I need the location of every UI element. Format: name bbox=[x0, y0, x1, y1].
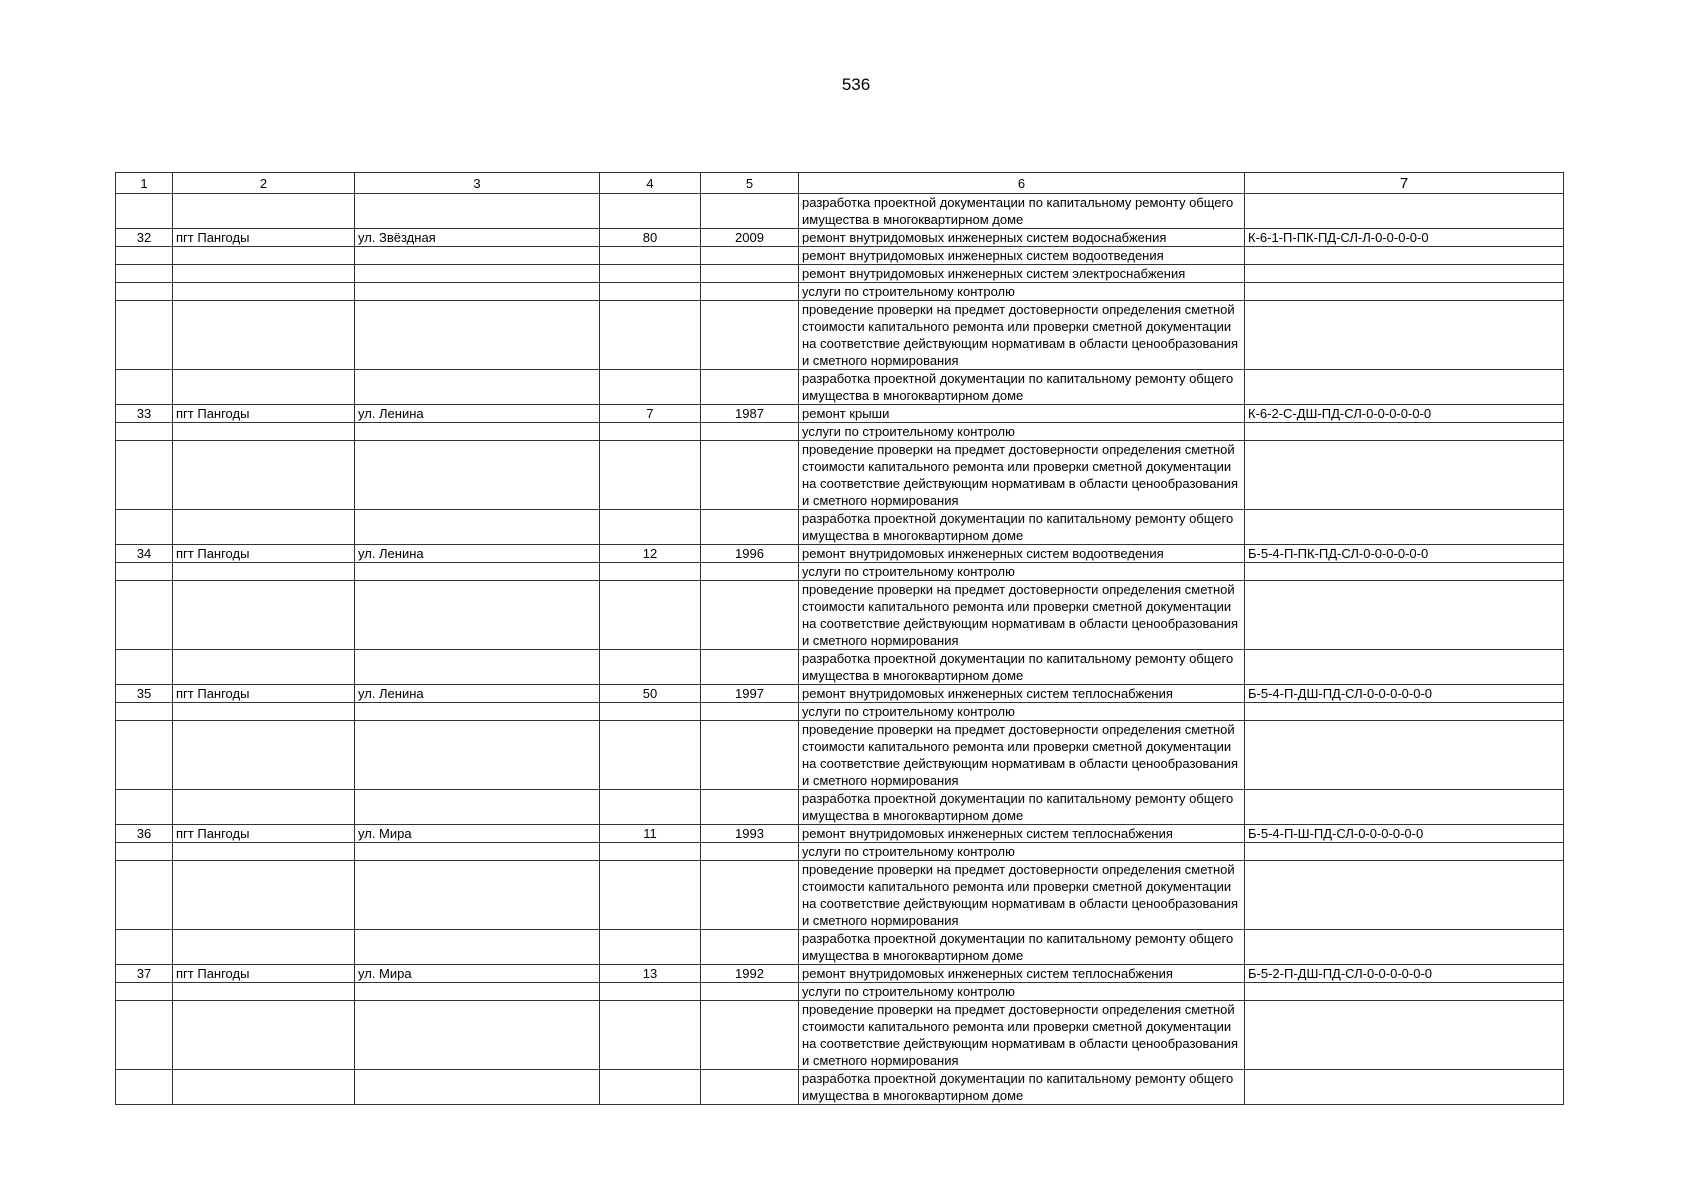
cell-house-number: 12 bbox=[600, 545, 701, 563]
cell-work-type: разработка проектной документации по капитальному ремонту общего имущества в многоквартирном доме bbox=[799, 930, 1245, 965]
cell-build-year bbox=[701, 283, 799, 301]
table-row bbox=[116, 563, 1564, 581]
cell-work-type: ремонт внутридомовых инженерных систем теплоснабжения bbox=[799, 685, 1245, 703]
cell-house-number bbox=[600, 441, 701, 510]
cell-build-year bbox=[701, 581, 799, 650]
cell-building-code bbox=[1245, 194, 1564, 229]
cell-row-number: 37 bbox=[116, 965, 173, 983]
cell-row-number bbox=[116, 283, 173, 301]
cell-work-type: проведение проверки на предмет достоверности определения сметной стоимости капитального ремонта или проверки сметной документации на соответствие действующим нормативам в области ценообразования и сметного нормирования bbox=[799, 861, 1245, 930]
cell-work-type: разработка проектной документации по капитальному ремонту общего имущества в многоквартирном доме bbox=[799, 790, 1245, 825]
cell-row-number: 36 bbox=[116, 825, 173, 843]
cell-settlement: пгт Пангоды bbox=[173, 229, 355, 247]
cell-row-number bbox=[116, 1001, 173, 1070]
cell-work-type: разработка проектной документации по капитальному ремонту общего имущества в многоквартирном доме bbox=[799, 510, 1245, 545]
cell-street bbox=[355, 650, 600, 685]
cell-settlement bbox=[173, 703, 355, 721]
table-row bbox=[116, 685, 1564, 703]
cell-street bbox=[355, 581, 600, 650]
cell-house-number bbox=[600, 247, 701, 265]
cell-build-year bbox=[701, 563, 799, 581]
cell-row-number bbox=[116, 265, 173, 283]
cell-house-number bbox=[600, 265, 701, 283]
table-row bbox=[116, 247, 1564, 265]
cell-house-number bbox=[600, 1001, 701, 1070]
table-row bbox=[116, 1001, 1564, 1070]
table-row bbox=[116, 930, 1564, 965]
table-row bbox=[116, 650, 1564, 685]
cell-settlement bbox=[173, 441, 355, 510]
cell-building-code bbox=[1245, 983, 1564, 1001]
cell-settlement bbox=[173, 861, 355, 930]
cell-house-number bbox=[600, 510, 701, 545]
table-row bbox=[116, 721, 1564, 790]
cell-work-type: проведение проверки на предмет достоверности определения сметной стоимости капитального ремонта или проверки сметной документации на соответствие действующим нормативам в области ценообразования и сметного нормирования bbox=[799, 721, 1245, 790]
cell-settlement bbox=[173, 650, 355, 685]
cell-house-number bbox=[600, 703, 701, 721]
table-row bbox=[116, 703, 1564, 721]
cell-street bbox=[355, 843, 600, 861]
column-header-2: 2 bbox=[173, 173, 355, 194]
cell-work-type: ремонт внутридомовых инженерных систем электроснабжения bbox=[799, 265, 1245, 283]
cell-house-number bbox=[600, 194, 701, 229]
cell-settlement bbox=[173, 563, 355, 581]
cell-row-number bbox=[116, 510, 173, 545]
cell-street bbox=[355, 703, 600, 721]
cell-building-code bbox=[1245, 563, 1564, 581]
cell-row-number: 35 bbox=[116, 685, 173, 703]
column-header-1: 1 bbox=[116, 173, 173, 194]
table-row bbox=[116, 441, 1564, 510]
cell-build-year: 1996 bbox=[701, 545, 799, 563]
cell-street bbox=[355, 983, 600, 1001]
cell-row-number bbox=[116, 563, 173, 581]
cell-settlement: пгт Пангоды bbox=[173, 545, 355, 563]
cell-street bbox=[355, 370, 600, 405]
cell-row-number bbox=[116, 370, 173, 405]
cell-row-number bbox=[116, 843, 173, 861]
cell-row-number bbox=[116, 861, 173, 930]
cell-building-code bbox=[1245, 581, 1564, 650]
cell-street: ул. Мира bbox=[355, 825, 600, 843]
cell-settlement bbox=[173, 423, 355, 441]
cell-work-type: услуги по строительному контролю bbox=[799, 983, 1245, 1001]
cell-building-code: Б-5-4-П-Ш-ПД-СЛ-0-0-0-0-0-0 bbox=[1245, 825, 1564, 843]
table-body bbox=[116, 194, 1564, 1105]
table-row bbox=[116, 229, 1564, 247]
cell-building-code bbox=[1245, 441, 1564, 510]
table-row bbox=[116, 790, 1564, 825]
cell-street: ул. Ленина bbox=[355, 405, 600, 423]
cell-build-year bbox=[701, 423, 799, 441]
cell-build-year bbox=[701, 650, 799, 685]
cell-settlement: пгт Пангоды bbox=[173, 965, 355, 983]
cell-street bbox=[355, 441, 600, 510]
cell-settlement bbox=[173, 930, 355, 965]
table-row bbox=[116, 510, 1564, 545]
cell-build-year bbox=[701, 441, 799, 510]
cell-building-code bbox=[1245, 843, 1564, 861]
cell-row-number bbox=[116, 441, 173, 510]
cell-building-code bbox=[1245, 283, 1564, 301]
cell-house-number: 11 bbox=[600, 825, 701, 843]
cell-work-type: разработка проектной документации по капитальному ремонту общего имущества в многоквартирном доме bbox=[799, 650, 1245, 685]
cell-row-number bbox=[116, 581, 173, 650]
column-header-3: 3 bbox=[355, 173, 600, 194]
cell-building-code bbox=[1245, 423, 1564, 441]
cell-house-number bbox=[600, 563, 701, 581]
cell-build-year bbox=[701, 721, 799, 790]
cell-row-number bbox=[116, 703, 173, 721]
cell-work-type: ремонт внутридомовых инженерных систем теплоснабжения bbox=[799, 965, 1245, 983]
cell-build-year bbox=[701, 301, 799, 370]
table-row bbox=[116, 194, 1564, 229]
cell-settlement bbox=[173, 1001, 355, 1070]
cell-work-type: услуги по строительному контролю bbox=[799, 423, 1245, 441]
cell-settlement bbox=[173, 790, 355, 825]
cell-building-code bbox=[1245, 265, 1564, 283]
cell-row-number bbox=[116, 983, 173, 1001]
cell-street bbox=[355, 510, 600, 545]
cell-house-number bbox=[600, 423, 701, 441]
cell-settlement bbox=[173, 983, 355, 1001]
cell-building-code bbox=[1245, 703, 1564, 721]
cell-work-type: услуги по строительному контролю bbox=[799, 703, 1245, 721]
cell-build-year bbox=[701, 247, 799, 265]
cell-building-code bbox=[1245, 1001, 1564, 1070]
repair-register-table bbox=[115, 172, 1564, 1105]
table-row bbox=[116, 825, 1564, 843]
cell-street bbox=[355, 247, 600, 265]
cell-settlement bbox=[173, 265, 355, 283]
cell-build-year bbox=[701, 703, 799, 721]
cell-build-year: 1997 bbox=[701, 685, 799, 703]
cell-work-type: проведение проверки на предмет достоверности определения сметной стоимости капитального ремонта или проверки сметной документации на соответствие действующим нормативам в области ценообразования и сметного нормирования bbox=[799, 581, 1245, 650]
cell-work-type: услуги по строительному контролю bbox=[799, 563, 1245, 581]
cell-settlement bbox=[173, 301, 355, 370]
cell-building-code bbox=[1245, 721, 1564, 790]
cell-build-year bbox=[701, 843, 799, 861]
cell-work-type: проведение проверки на предмет достоверности определения сметной стоимости капитального ремонта или проверки сметной документации на соответствие действующим нормативам в области ценообразования и сметного нормирования bbox=[799, 301, 1245, 370]
cell-house-number bbox=[600, 283, 701, 301]
cell-settlement bbox=[173, 1070, 355, 1105]
cell-house-number bbox=[600, 930, 701, 965]
cell-house-number: 50 bbox=[600, 685, 701, 703]
cell-row-number bbox=[116, 247, 173, 265]
cell-building-code bbox=[1245, 930, 1564, 965]
cell-work-type: ремонт внутридомовых инженерных систем водоснабжения bbox=[799, 229, 1245, 247]
cell-street bbox=[355, 301, 600, 370]
table-row bbox=[116, 965, 1564, 983]
table-row bbox=[116, 301, 1564, 370]
table-row bbox=[116, 843, 1564, 861]
cell-street bbox=[355, 283, 600, 301]
cell-house-number bbox=[600, 301, 701, 370]
cell-building-code bbox=[1245, 247, 1564, 265]
cell-building-code bbox=[1245, 510, 1564, 545]
cell-row-number bbox=[116, 721, 173, 790]
cell-settlement bbox=[173, 843, 355, 861]
cell-row-number: 32 bbox=[116, 229, 173, 247]
cell-street: ул. Ленина bbox=[355, 545, 600, 563]
cell-work-type: разработка проектной документации по капитальному ремонту общего имущества в многоквартирном доме bbox=[799, 1070, 1245, 1105]
cell-build-year: 1987 bbox=[701, 405, 799, 423]
cell-settlement bbox=[173, 283, 355, 301]
cell-street bbox=[355, 194, 600, 229]
cell-street bbox=[355, 1070, 600, 1105]
cell-street bbox=[355, 930, 600, 965]
table-row bbox=[116, 983, 1564, 1001]
table-row bbox=[116, 265, 1564, 283]
table-row bbox=[116, 545, 1564, 563]
header-row bbox=[116, 173, 1564, 194]
cell-build-year bbox=[701, 861, 799, 930]
cell-house-number bbox=[600, 581, 701, 650]
cell-build-year bbox=[701, 1001, 799, 1070]
column-header-5: 5 bbox=[701, 173, 799, 194]
cell-house-number: 13 bbox=[600, 965, 701, 983]
cell-work-type: проведение проверки на предмет достоверности определения сметной стоимости капитального ремонта или проверки сметной документации на соответствие действующим нормативам в области ценообразования и сметного нормирования bbox=[799, 441, 1245, 510]
cell-house-number bbox=[600, 370, 701, 405]
table-row bbox=[116, 283, 1564, 301]
cell-build-year bbox=[701, 1070, 799, 1105]
cell-settlement bbox=[173, 370, 355, 405]
cell-build-year bbox=[701, 265, 799, 283]
cell-house-number bbox=[600, 1070, 701, 1105]
cell-row-number bbox=[116, 1070, 173, 1105]
cell-row-number: 34 bbox=[116, 545, 173, 563]
cell-street: ул. Мира bbox=[355, 965, 600, 983]
cell-building-code: К-6-1-П-ПК-ПД-СЛ-Л-0-0-0-0-0 bbox=[1245, 229, 1564, 247]
column-header-4: 4 bbox=[600, 173, 701, 194]
cell-build-year bbox=[701, 194, 799, 229]
cell-street bbox=[355, 790, 600, 825]
table-row bbox=[116, 581, 1564, 650]
cell-build-year bbox=[701, 983, 799, 1001]
cell-work-type: проведение проверки на предмет достоверности определения сметной стоимости капитального ремонта или проверки сметной документации на соответствие действующим нормативам в области ценообразования и сметного нормирования bbox=[799, 1001, 1245, 1070]
cell-build-year bbox=[701, 930, 799, 965]
page-number: 536 bbox=[841, 75, 871, 94]
cell-build-year bbox=[701, 790, 799, 825]
cell-work-type: ремонт внутридомовых инженерных систем водоотведения bbox=[799, 247, 1245, 265]
cell-street bbox=[355, 861, 600, 930]
cell-work-type: разработка проектной документации по капитальному ремонту общего имущества в многоквартирном доме bbox=[799, 194, 1245, 229]
cell-street bbox=[355, 423, 600, 441]
cell-house-number bbox=[600, 983, 701, 1001]
cell-house-number bbox=[600, 790, 701, 825]
cell-building-code: Б-5-4-П-ДШ-ПД-СЛ-0-0-0-0-0-0 bbox=[1245, 685, 1564, 703]
cell-house-number bbox=[600, 861, 701, 930]
table-row bbox=[116, 405, 1564, 423]
cell-work-type: разработка проектной документации по капитальному ремонту общего имущества в многоквартирном доме bbox=[799, 370, 1245, 405]
column-header-7: 7 bbox=[1245, 173, 1564, 194]
cell-building-code bbox=[1245, 861, 1564, 930]
cell-building-code bbox=[1245, 650, 1564, 685]
cell-build-year bbox=[701, 370, 799, 405]
cell-building-code: К-6-2-С-ДШ-ПД-СЛ-0-0-0-0-0-0 bbox=[1245, 405, 1564, 423]
cell-settlement bbox=[173, 247, 355, 265]
cell-house-number bbox=[600, 650, 701, 685]
cell-street bbox=[355, 721, 600, 790]
cell-house-number: 80 bbox=[600, 229, 701, 247]
cell-build-year bbox=[701, 510, 799, 545]
cell-building-code bbox=[1245, 370, 1564, 405]
cell-building-code bbox=[1245, 1070, 1564, 1105]
cell-settlement bbox=[173, 721, 355, 790]
cell-building-code bbox=[1245, 790, 1564, 825]
cell-row-number: 33 bbox=[116, 405, 173, 423]
column-header-6: 6 bbox=[799, 173, 1245, 194]
cell-build-year: 1993 bbox=[701, 825, 799, 843]
table-row bbox=[116, 423, 1564, 441]
cell-settlement: пгт Пангоды bbox=[173, 825, 355, 843]
cell-row-number bbox=[116, 301, 173, 370]
table-row bbox=[116, 1070, 1564, 1105]
cell-street: ул. Ленина bbox=[355, 685, 600, 703]
cell-street bbox=[355, 563, 600, 581]
cell-house-number bbox=[600, 843, 701, 861]
cell-row-number bbox=[116, 194, 173, 229]
cell-row-number bbox=[116, 790, 173, 825]
cell-street: ул. Звёздная bbox=[355, 229, 600, 247]
cell-house-number: 7 bbox=[600, 405, 701, 423]
cell-row-number bbox=[116, 423, 173, 441]
cell-street bbox=[355, 1001, 600, 1070]
cell-row-number bbox=[116, 650, 173, 685]
cell-build-year: 2009 bbox=[701, 229, 799, 247]
cell-work-type: ремонт крыши bbox=[799, 405, 1245, 423]
cell-work-type: ремонт внутридомовых инженерных систем водоотведения bbox=[799, 545, 1245, 563]
cell-building-code: Б-5-4-П-ПК-ПД-СЛ-0-0-0-0-0-0 bbox=[1245, 545, 1564, 563]
cell-settlement bbox=[173, 581, 355, 650]
table-row bbox=[116, 861, 1564, 930]
cell-house-number bbox=[600, 721, 701, 790]
cell-work-type: услуги по строительному контролю bbox=[799, 283, 1245, 301]
cell-settlement: пгт Пангоды bbox=[173, 405, 355, 423]
cell-settlement bbox=[173, 194, 355, 229]
cell-work-type: услуги по строительному контролю bbox=[799, 843, 1245, 861]
table-row bbox=[116, 370, 1564, 405]
cell-building-code bbox=[1245, 301, 1564, 370]
cell-build-year: 1992 bbox=[701, 965, 799, 983]
cell-building-code: Б-5-2-П-ДШ-ПД-СЛ-0-0-0-0-0-0 bbox=[1245, 965, 1564, 983]
cell-settlement bbox=[173, 510, 355, 545]
cell-settlement: пгт Пангоды bbox=[173, 685, 355, 703]
cell-row-number bbox=[116, 930, 173, 965]
cell-work-type: ремонт внутридомовых инженерных систем теплоснабжения bbox=[799, 825, 1245, 843]
cell-street bbox=[355, 265, 600, 283]
